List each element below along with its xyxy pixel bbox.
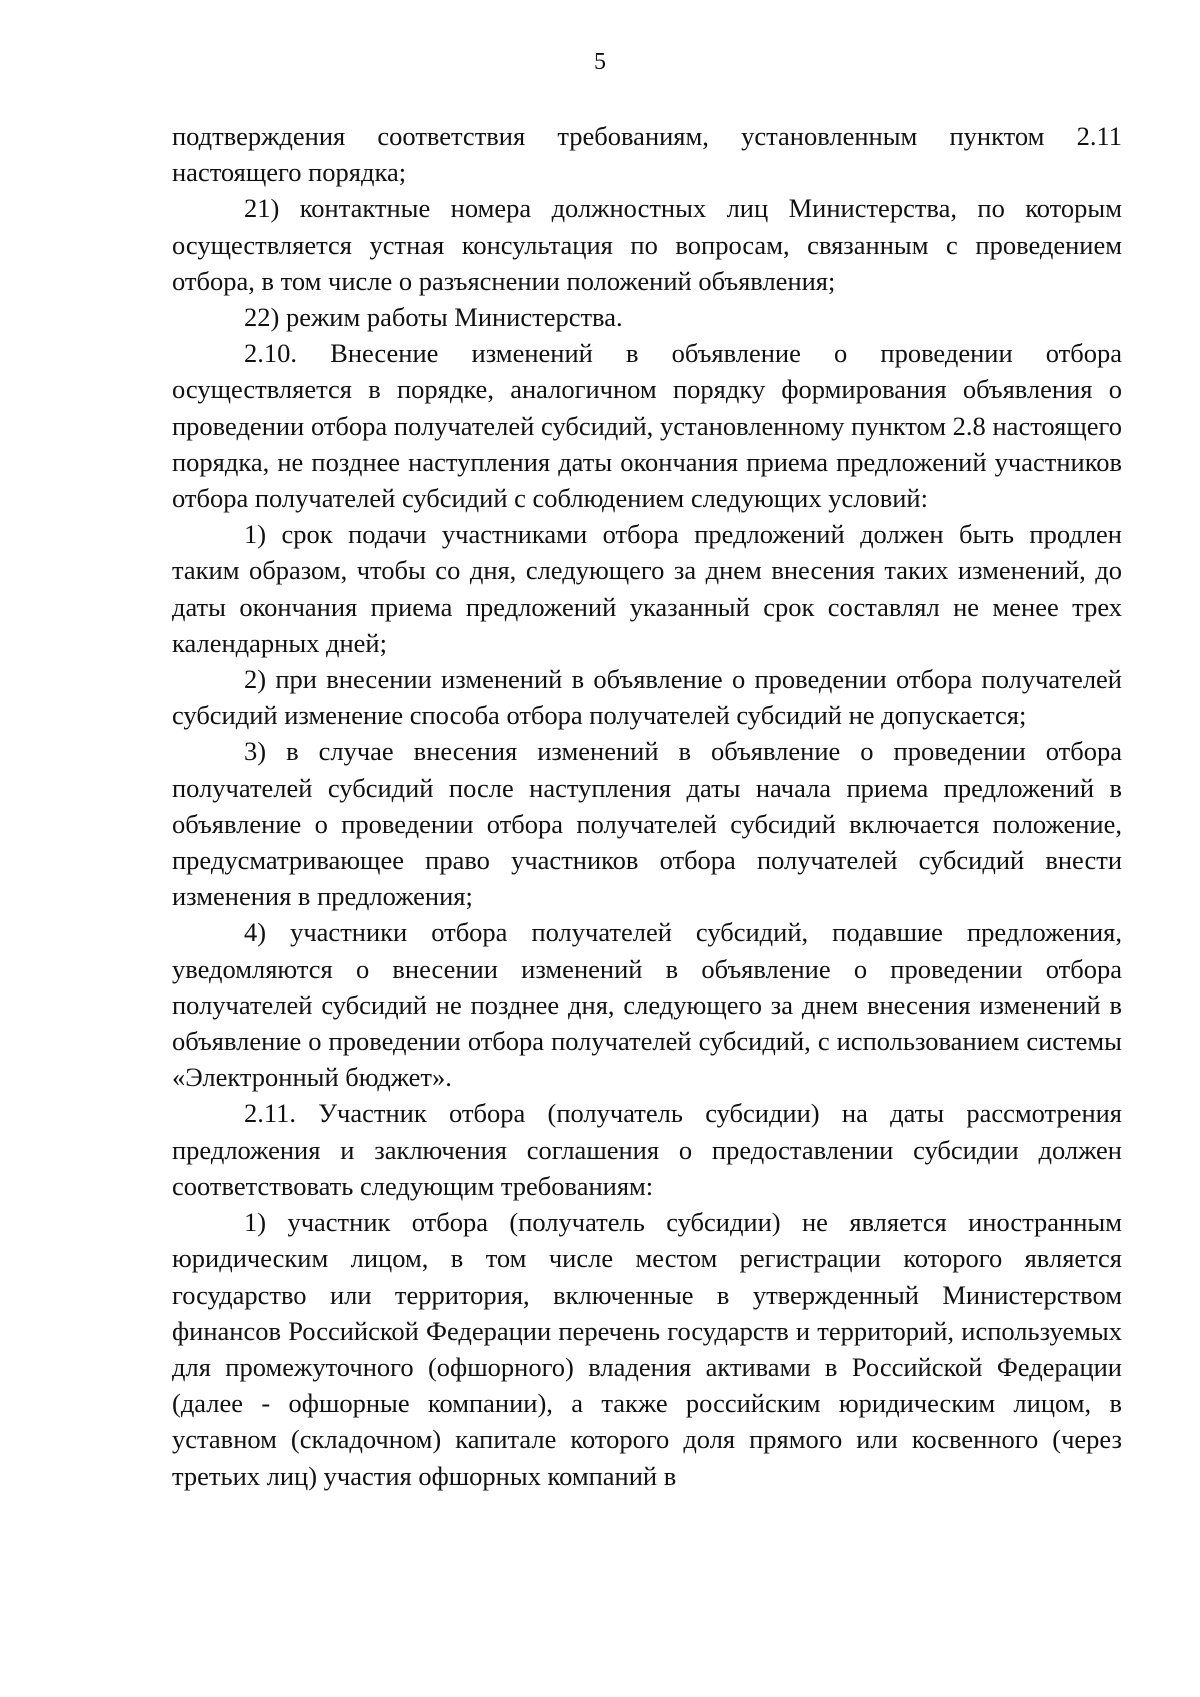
paragraph-item-21: 21) контактные номера должностных лиц Министерства, по которым осуществляется устная консультация по вопросам, связанным с проведением отбора, в том числе о разъяснении положений объявления; [172,193,1122,296]
document-body [172,118,1122,1494]
paragraph-condition-4: 4) участники отбора получателей субсидий, подавшие предложения, уведомляются о внесении изменений в объявление о проведении отбора получателей субсидий не позднее дня, следующего за днем внесения изменений в объявление о проведении отбора получателей субсидий, с использованием системы «Электронный бюджет». [172,917,1122,1093]
paragraph-item-22: 22) режим работы Министерства. [244,302,623,333]
paragraph-condition-1: 1) срок подачи участниками отбора предложений должен быть продлен таким образом, чтобы со дня, следующего за днем внесения таких изменений, до даты окончания приема предложений указанный срок составлял не менее трех календарных дней; [172,519,1122,658]
paragraph-section-2-11: 2.11. Участник отбора (получатель субсидии) на даты рассмотрения предложения и заключения соглашения о предоставлении субсидии должен соответствовать следующим требованиям: [172,1098,1122,1201]
page-number: 5 [594,49,606,75]
paragraph-condition-2: 2) при внесении изменений в объявление о проведении отбора получателей субсидий изменение способа отбора получателей субсидий не допускается; [172,664,1122,731]
paragraph-section-2-10: 2.10. Внесение изменений в объявление о проведении отбора осуществляется в порядке, аналогичном порядку формирования объявления о проведении отбора получателей субсидий, установленному пунктом 2.8 настоящего порядка, не позднее наступления даты окончания приема предложений участников отбора получателей субсидий с соблюдением следующих условий: [172,338,1122,514]
paragraph-requirement-1: 1) участник отбора (получатель субсидии) не является иностранным юридическим лицом, в том числе местом регистрации которого является государство или территория, включенные в утвержденный Министерством финансов Российской Федерации перечень государств и территорий, используемых для промежуточного (офшорного) владения активами в Российской Федерации (далее - офшорные компании), а также российским юридическим лицом, в уставном (складочном) капитале которого доля прямого или косвенного (через третьих лиц) участия офшорных компаний в [172,1207,1122,1491]
paragraph-condition-3: 3) в случае внесения изменений в объявление о проведении отбора получателей субсидий после наступления даты начала приема предложений в объявление о проведении отбора получателей субсидий включается положение, предусматривающее право участников отбора получателей субсидий внести изменения в предложения; [172,736,1122,912]
paragraph-continuation: подтверждения соответствия требованиям, установленным пунктом 2.11 настоящего порядка; [172,121,1122,188]
